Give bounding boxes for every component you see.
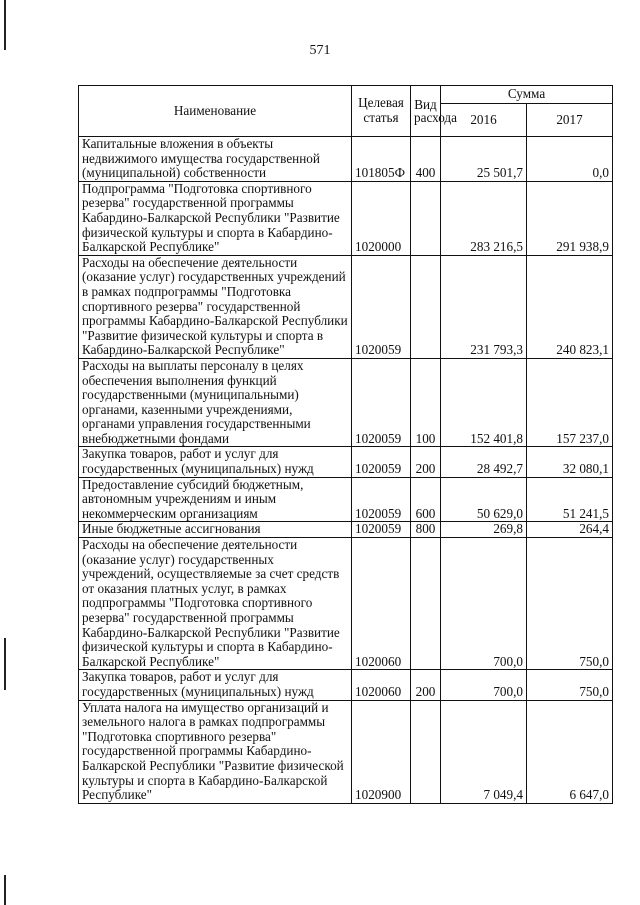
row-name: Закупка товаров, работ и услуг для государственных (муниципальных) нужд xyxy=(79,670,352,700)
table-row xyxy=(79,358,613,447)
row-sum-2017: 0,0 xyxy=(527,137,613,182)
row-sum-2017: 240 823,1 xyxy=(527,255,613,358)
row-sum-2016: 152 401,8 xyxy=(441,358,527,447)
row-sum-2016: 283 216,5 xyxy=(441,181,527,255)
row-target-article: 1020900 xyxy=(352,700,411,803)
table-row xyxy=(79,181,613,255)
row-sum-2016: 50 629,0 xyxy=(441,477,527,522)
row-expense-type: 800 xyxy=(411,522,441,538)
row-name: Расходы на обеспечение деятельности (оказание услуг) государственных учреждений в рамках подпрограммы "Подготовка спортивного резерва" государственной программы Кабардино-Балкарской Республики "Развитие физической культуры и спорта в Кабардино-Балкарской Республике" xyxy=(79,255,352,358)
table-row xyxy=(79,700,613,803)
header-year-2017: 2017 xyxy=(527,104,613,137)
row-target-article: 101805Ф xyxy=(352,137,411,182)
row-name: Подпрограмма "Подготовка спортивного резерва" государственной программы Кабардино-Балкарской Республики "Развитие физической культуры и спорта в Кабардино-Балкарской Республике" xyxy=(79,181,352,255)
row-name: Расходы на обеспечение деятельности (оказание услуг) государственных учреждений, осуществляемые за счет средств от оказания платных услуг, в рамках подпрограммы "Подготовка спортивного резерва" государственной программы Кабардино-Балкарской Республики "Развитие физической культуры и спорта в Кабардино-Балкарской Республике" xyxy=(79,538,352,670)
row-sum-2016: 269,8 xyxy=(441,522,527,538)
row-sum-2017: 750,0 xyxy=(527,670,613,700)
row-sum-2017: 6 647,0 xyxy=(527,700,613,803)
row-target-article: 1020059 xyxy=(352,477,411,522)
row-target-article: 1020000 xyxy=(352,181,411,255)
row-name: Иные бюджетные ассигнования xyxy=(79,522,352,538)
row-target-article: 1020060 xyxy=(352,538,411,670)
row-expense-type xyxy=(411,255,441,358)
row-expense-type: 400 xyxy=(411,137,441,182)
row-target-article: 1020059 xyxy=(352,522,411,538)
table-body xyxy=(79,137,613,804)
page-number: 571 xyxy=(309,43,331,58)
table-row xyxy=(79,670,613,700)
row-name: Закупка товаров, работ и услуг для государственных (муниципальных) нужд xyxy=(79,447,352,477)
row-sum-2017: 157 237,0 xyxy=(527,358,613,447)
header-vid: Вид расхода xyxy=(411,86,441,137)
row-sum-2017: 51 241,5 xyxy=(527,477,613,522)
row-sum-2016: 700,0 xyxy=(441,670,527,700)
scan-edge-mark-middle xyxy=(4,638,6,690)
budget-table xyxy=(78,85,613,804)
row-sum-2016: 700,0 xyxy=(441,538,527,670)
row-target-article: 1020059 xyxy=(352,255,411,358)
row-target-article: 1020059 xyxy=(352,358,411,447)
row-sum-2016: 28 492,7 xyxy=(441,447,527,477)
table-row xyxy=(79,522,613,538)
header-name: Наименование xyxy=(79,86,352,137)
header-code: Целевая статья xyxy=(352,86,411,137)
row-sum-2016: 7 049,4 xyxy=(441,700,527,803)
row-sum-2017: 264,4 xyxy=(527,522,613,538)
header-year-2016: 2016 xyxy=(441,104,527,137)
scan-edge-mark-bottom xyxy=(4,875,6,905)
row-name: Уплата налога на имущество организаций и земельного налога в рамках подпрограммы "Подготовка спортивного резерва" государственной программы Кабардино-Балкарской Республики "Развитие физической культуры и спорта в Кабардино-Балкарской Республике" xyxy=(79,700,352,803)
row-expense-type: 200 xyxy=(411,447,441,477)
row-expense-type xyxy=(411,700,441,803)
row-sum-2017: 750,0 xyxy=(527,538,613,670)
row-expense-type: 200 xyxy=(411,670,441,700)
row-expense-type: 600 xyxy=(411,477,441,522)
table-row xyxy=(79,255,613,358)
row-sum-2017: 32 080,1 xyxy=(527,447,613,477)
table-row xyxy=(79,538,613,670)
row-name: Капитальные вложения в объекты недвижимого имущества государственной (муниципальной) собственности xyxy=(79,137,352,182)
row-expense-type xyxy=(411,538,441,670)
row-name: Расходы на выплаты персоналу в целях обеспечения выполнения функций государственными (муниципальными) органами, казенными учреждениями, органами управления государственными внебюджетными фондами xyxy=(79,358,352,447)
row-name: Предоставление субсидий бюджетным, автономным учреждениям и иным некоммерческим организациям xyxy=(79,477,352,522)
table-row xyxy=(79,477,613,522)
row-sum-2017: 291 938,9 xyxy=(527,181,613,255)
header-sum: Сумма xyxy=(441,86,613,104)
row-sum-2016: 25 501,7 xyxy=(441,137,527,182)
row-expense-type xyxy=(411,181,441,255)
row-target-article: 1020060 xyxy=(352,670,411,700)
table-row xyxy=(79,447,613,477)
table-row xyxy=(79,137,613,182)
row-expense-type: 100 xyxy=(411,358,441,447)
row-target-article: 1020059 xyxy=(352,447,411,477)
row-sum-2016: 231 793,3 xyxy=(441,255,527,358)
